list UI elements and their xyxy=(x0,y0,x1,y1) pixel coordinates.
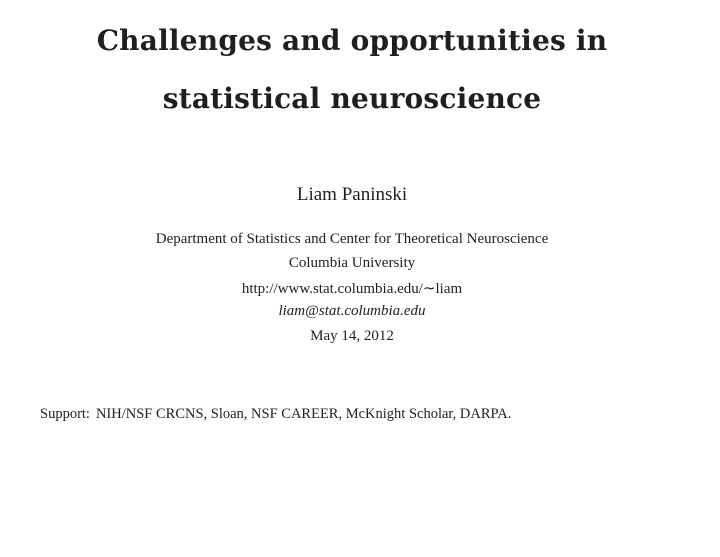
author-name: Liam Paninski xyxy=(296,184,408,205)
support-line xyxy=(40,406,511,423)
author-url: http://www.stat.columbia.edu/∼liam xyxy=(241,281,463,297)
title-line-2: statistical neuroscience xyxy=(162,82,542,115)
presentation-date: May 14, 2012 xyxy=(310,328,394,344)
author-email: liam@stat.columbia.edu xyxy=(278,303,426,319)
author-university: Columbia University xyxy=(288,255,416,271)
title-line-1: Challenges and opportunities in xyxy=(96,24,608,57)
support-text: NIH/NSF CRCNS, Sloan, NSF CAREER, McKnight Scholar, DARPA. xyxy=(95,406,512,422)
author-department: Department of Statistics and Center for Theoretical Neuroscience xyxy=(155,231,549,247)
support-label: Support: xyxy=(40,406,90,422)
